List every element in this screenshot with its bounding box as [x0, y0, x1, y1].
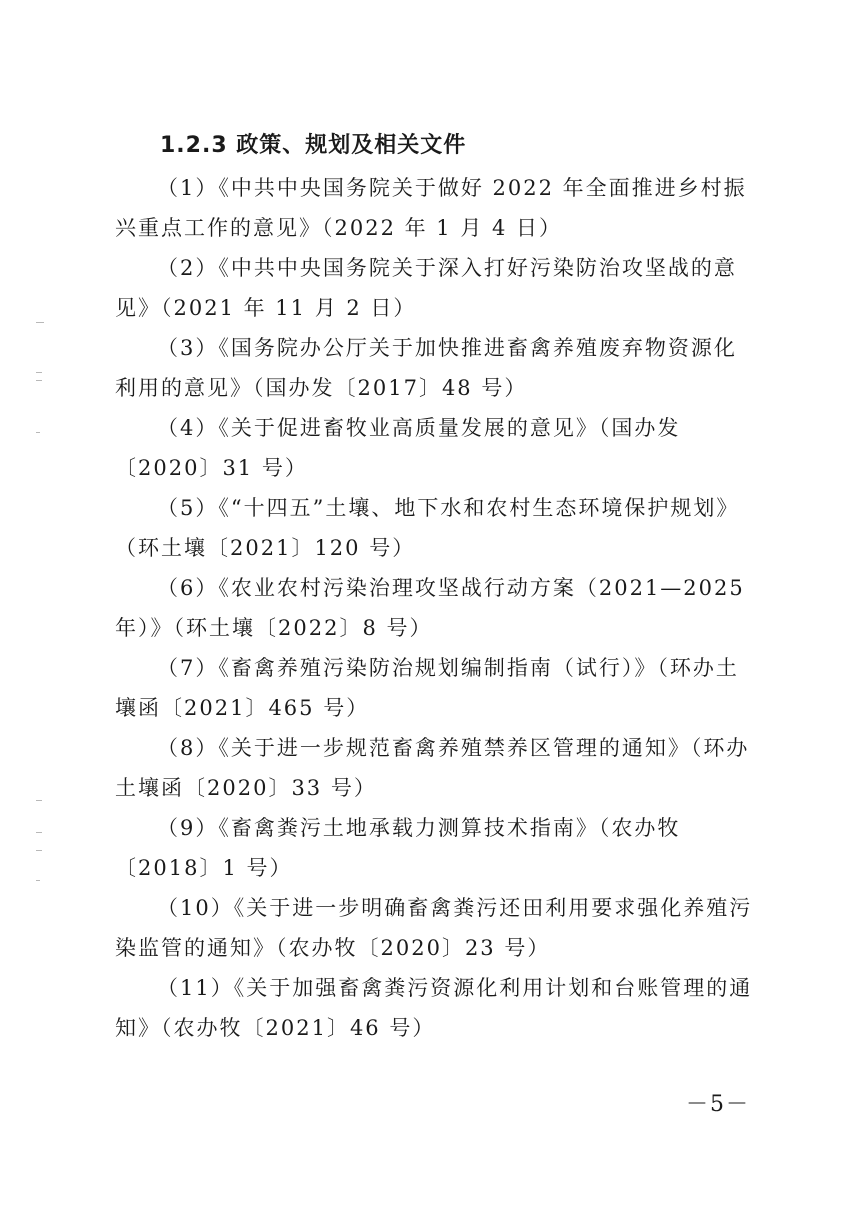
list-item: （6）《农业农村污染治理攻坚战行动方案（2021—2025 年）》（环土壤〔2022〕8 号）	[115, 576, 745, 640]
binding-margin-mark	[36, 322, 44, 323]
list-item: （3）《国务院办公厅关于加快推进畜禽养殖废弃物资源化利用的意见》（国办发〔2017〕48 号）	[115, 336, 737, 400]
list-item: （9）《畜禽粪污土地承载力测算技术指南》（农办牧〔2018〕1 号）	[115, 816, 681, 880]
binding-margin-mark	[36, 372, 42, 373]
list-item: （7）《畜禽养殖污染防治规划编制指南（试行）》（环办土壤函〔2021〕465 号）	[115, 656, 739, 720]
list-item: （10）《关于进一步明确畜禽粪污还田利用要求强化养殖污染监管的通知》（农办牧〔2020〕23 号）	[115, 896, 753, 960]
list-item: （8）《关于进一步规范畜禽养殖禁养区管理的通知》（环办土壤函〔2020〕33 号）	[115, 736, 750, 800]
list-item: （5）《“十四五”土壤、地下水和农村生态环境保护规划》（环土壤〔2021〕120 号）	[115, 496, 740, 560]
list-item: （2）《中共中央国务院关于深入打好污染防治攻坚战的意见》（2021 年 11 月 2 日）	[115, 256, 737, 320]
list-item: （1）《中共中央国务院关于做好 2022 年全面推进乡村振兴重点工作的意见》（2022 年 1 月 4 日）	[115, 176, 747, 240]
binding-margin-mark	[36, 432, 40, 433]
binding-margin-mark	[36, 850, 42, 851]
binding-margin-mark	[36, 832, 42, 833]
binding-margin-mark	[36, 380, 42, 381]
binding-margin-mark	[36, 880, 40, 881]
page-number: －5－	[686, 1092, 750, 1117]
list-item: （4）《关于促进畜牧业高质量发展的意见》（国办发〔2020〕31 号）	[115, 416, 681, 480]
binding-margin-mark	[36, 800, 42, 801]
reference-list	[115, 168, 755, 1048]
section-heading: 1.2.3 政策、规划及相关文件	[160, 133, 467, 158]
list-item: （11）《关于加强畜禽粪污资源化利用计划和台账管理的通知》（农办牧〔2021〕46 号）	[115, 976, 753, 1040]
